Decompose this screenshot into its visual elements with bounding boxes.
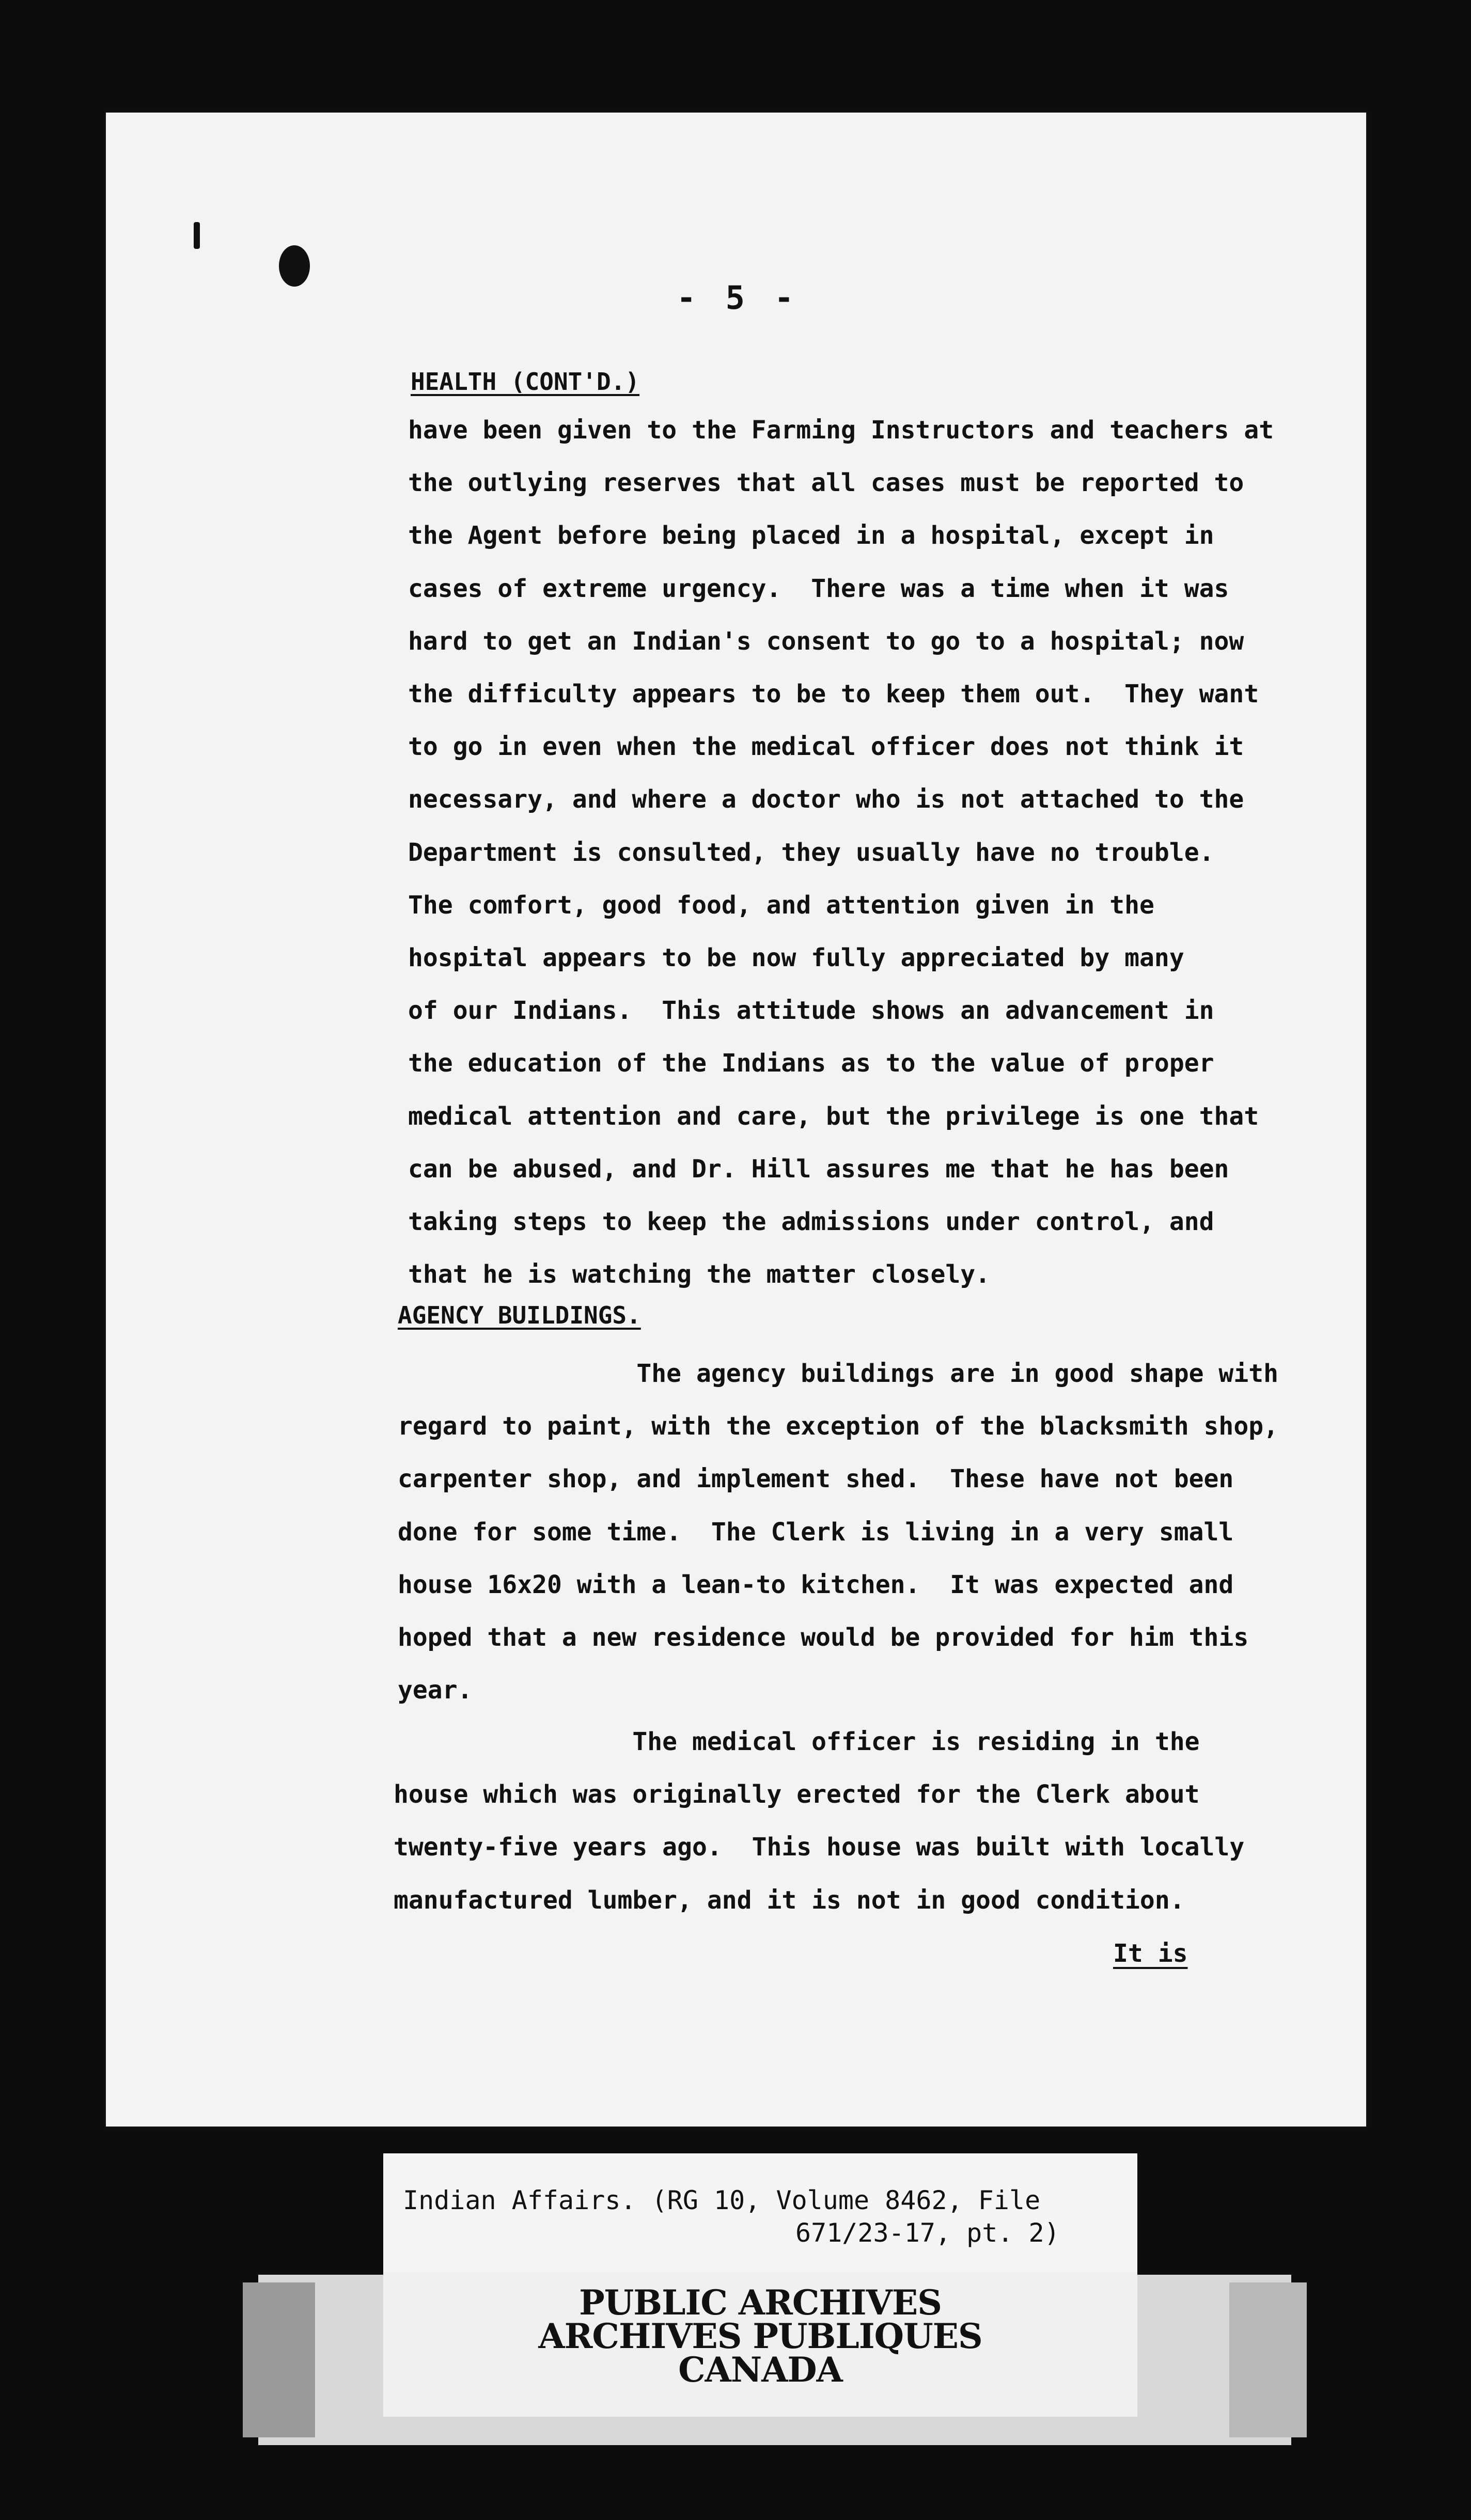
text-line: carpenter shop, and implement shed. These have not been <box>398 1464 1234 1494</box>
stamp-line-2: ARCHIVES PUBLIQUES <box>538 2316 982 2356</box>
text-line: hoped that a new residence would be provided for him this <box>398 1623 1249 1652</box>
heading-health: HEALTH (CONT'D.) <box>411 368 640 396</box>
stamp-line-1: PUBLIC ARCHIVES <box>579 2282 942 2323</box>
text-line: taking steps to keep the admissions under control, and <box>408 1207 1214 1236</box>
text-line: hard to get an Indian's consent to go to a hospital; now <box>408 626 1244 656</box>
text-line: that he is watching the matter closely. <box>408 1260 991 1289</box>
text-line: year. <box>398 1676 473 1705</box>
text-line: The agency buildings are in good shape with <box>398 1359 1279 1388</box>
text-line: have been given to the Farming Instructors and teachers at <box>408 416 1274 445</box>
text-line: Department is consulted, they usually have no trouble. <box>408 838 1214 867</box>
stamp-line-3: CANADA <box>678 2350 842 2390</box>
page-number: - 5 - <box>677 279 799 317</box>
text-line: of our Indians. This attitude shows an advancement in <box>408 996 1214 1026</box>
text-line: the difficulty appears to be to keep them out. They want <box>408 680 1259 708</box>
catchword: It is <box>1113 1939 1188 1968</box>
label-strip-left <box>243 2282 315 2437</box>
text-line: regard to paint, with the exception of the blacksmith shop, <box>398 1412 1279 1441</box>
text-line: the outlying reserves that all cases must be reported to <box>408 468 1244 498</box>
text-line: medical attention and care, but the privilege is one that <box>408 1101 1259 1131</box>
text-line: twenty-five years ago. This house was built with locally <box>394 1833 1245 1862</box>
text-line: The medical officer is residing in the <box>394 1727 1200 1756</box>
text-line: The comfort, good food, and attention given in the <box>408 890 1154 920</box>
text-line: cases of extreme urgency. There was a time when it was <box>408 574 1229 603</box>
heading-agency-buildings: AGENCY BUILDINGS. <box>398 1301 641 1329</box>
ink-blot <box>279 245 310 287</box>
text-line: done for some time. The Clerk is living in a very small <box>398 1517 1234 1547</box>
text-line: manufactured lumber, and it is not in good condition. <box>394 1885 1185 1915</box>
text-line: the education of the Indians as to the value of proper <box>408 1049 1214 1078</box>
citation-line-2: 671/23-17, pt. 2) <box>795 2218 1060 2248</box>
text-line: the Agent before being placed in a hospital, except in <box>408 521 1214 550</box>
label-strip-right <box>1229 2282 1307 2437</box>
ink-mark <box>194 222 200 249</box>
citation-line-1: Indian Affairs. (RG 10, Volume 8462, File <box>403 2185 1041 2215</box>
text-line: house 16x20 with a lean-to kitchen. It was expected and <box>398 1570 1234 1599</box>
text-line: can be abused, and Dr. Hill assures me that he has been <box>408 1154 1229 1184</box>
text-line: hospital appears to be now fully appreciated by many <box>408 943 1184 972</box>
text-line: necessary, and where a doctor who is not attached to the <box>408 785 1244 814</box>
text-line: to go in even when the medical officer does not think it <box>408 732 1244 762</box>
text-line: house which was originally erected for the Clerk about <box>394 1780 1200 1809</box>
